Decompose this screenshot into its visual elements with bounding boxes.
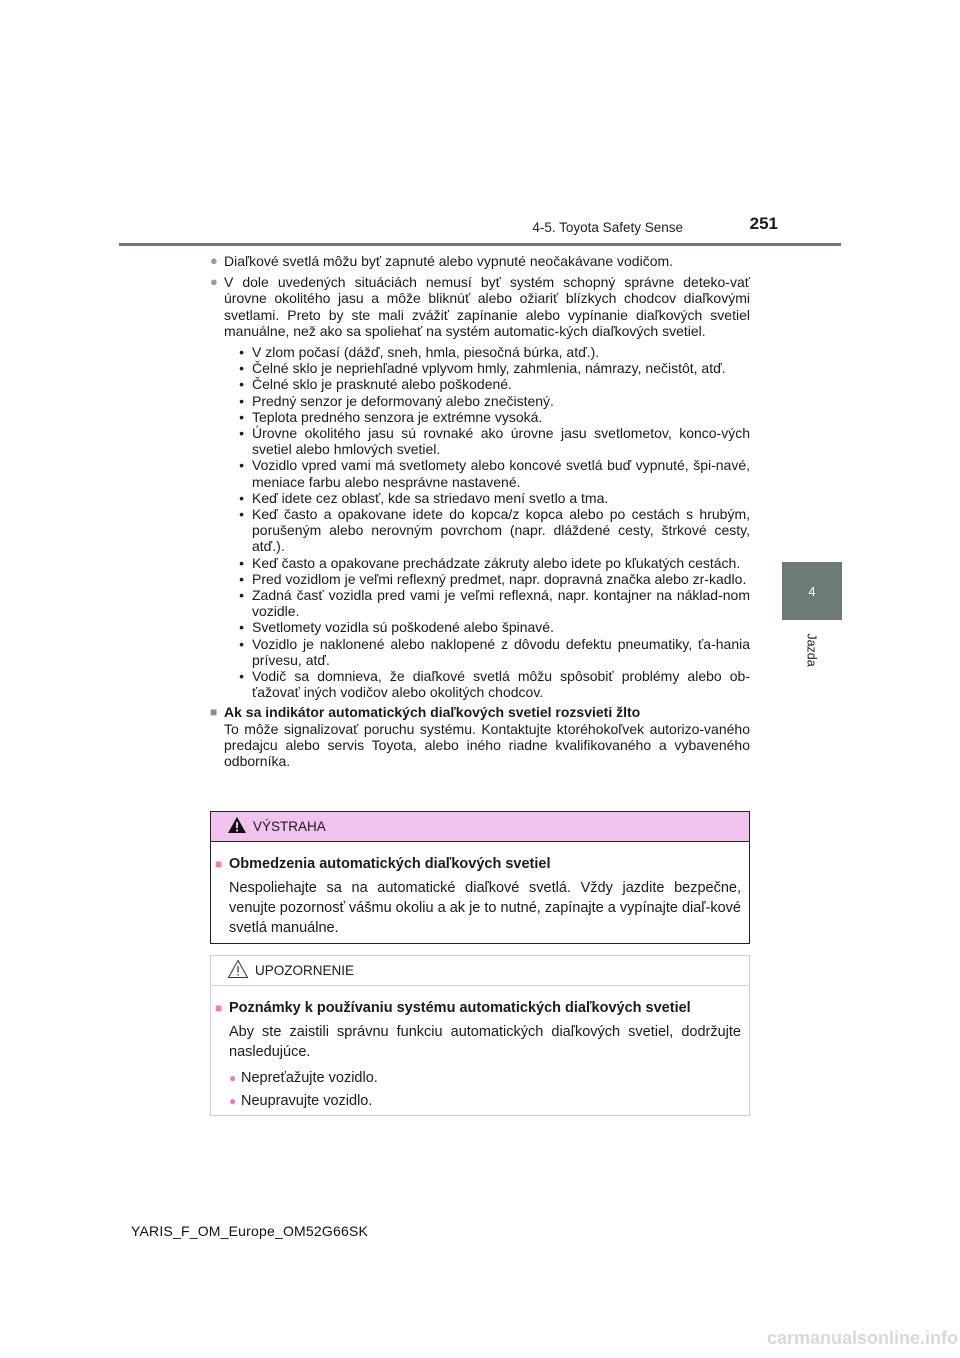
chapter-label-container <box>782 620 842 680</box>
header-section-title: 4-5. Toyota Safety Sense <box>532 220 683 235</box>
paragraph-high-beam-note <box>210 253 750 269</box>
list-item: • Predný senzor je deformovaný alebo znečistený. <box>239 392 554 409</box>
warning-subheading-text: Obmedzenia automatických diaľkových svetiel <box>229 856 551 872</box>
warning-subheading <box>215 854 741 874</box>
situations-list <box>210 344 750 700</box>
chapter-number: 4 <box>808 583 816 599</box>
warning-text: Nespoliehajte sa na automatické diaľkové svetlá. Vždy jazdite bezpečne, venujte pozornosť vášmu okoliu a ak je to nutné, zapínajte a vypínajte diaľ-kové svetlá manuálne. <box>229 880 741 936</box>
circle-bullet-icon: ● <box>210 253 218 268</box>
page-number: 251 <box>749 214 778 233</box>
square-bullet-icon: ■ <box>215 857 223 871</box>
list-item: • Vozidlo je naklonené alebo naklopené z dôvodu defektu pneumatiky, ťa-hania prívesu, atď. <box>239 635 750 668</box>
list-item: • Svetlomety vozidla sú poškodené alebo špinavé. <box>239 619 554 636</box>
notice-bullet <box>229 1091 741 1111</box>
notice-text: Aby ste zaistili správnu funkciu automatických diaľkových svetiel, dodržujte nasledujúce. <box>229 1024 741 1060</box>
list-item: • Keď často a opakovane idete do kopca/z kopca alebo po cestách s hrubým, porušeným alebo nerovným povrchom (napr. dláždené cesty, štrkové cesty, atď.). <box>239 506 750 555</box>
warning-box <box>210 811 750 944</box>
caution-triangle-icon <box>227 959 249 982</box>
notice-bullet-text: Neupravujte vozidlo. <box>241 1093 373 1109</box>
warning-triangle-icon <box>227 816 247 837</box>
indicator-text: To môže signalizovať poruchu systému. Kontaktujte ktoréhokoľvek autorizo-vaného predajcu alebo servis Toyota, alebo iného riadne kvalifikovaného a vybaveného odborníka. <box>224 720 750 770</box>
paragraph-text: Diaľkové svetlá môžu byť zapnuté alebo vypnuté neočakávane vodičom. <box>224 253 674 269</box>
document-code: YARIS_F_OM_Europe_OM52G66SK <box>131 1223 369 1239</box>
square-bullet-icon: ■ <box>210 705 218 720</box>
list-item: • Zadná časť vozidla pred vami je veľmi reflexná, napr. kontajner na náklad-nom vozidle. <box>239 587 750 620</box>
list-item: • Pred vozidlom je veľmi reflexný predmet, napr. dopravná značka alebo zr-kadlo. <box>239 570 747 587</box>
notice-header <box>211 956 749 986</box>
list-item: • Čelné sklo je prasknuté alebo poškodené. <box>239 376 512 393</box>
main-content <box>210 253 750 769</box>
circle-bullet-icon: ● <box>210 274 218 290</box>
warning-header <box>211 812 749 842</box>
circle-bullet-icon: ● <box>229 1071 237 1085</box>
chapter-label: Jazda <box>804 633 819 667</box>
indicator-heading <box>210 704 750 720</box>
notice-subheading-text: Poznámky k používaniu systému automatických diaľkových svetiel <box>229 1000 691 1016</box>
notice-bullet-text: Nepreťažujte vozidlo. <box>241 1070 378 1086</box>
circle-bullet-icon: ● <box>229 1094 237 1108</box>
list-item: • Vodič sa domnieva, že diaľkové svetlá môžu spôsobiť problémy alebo ob-ťažovať iných vodičov alebo okolitých chodcov. <box>239 668 750 701</box>
watermark: carmanualsonline.info <box>766 1328 958 1348</box>
list-item: • Čelné sklo je nepriehľadné vplyvom hmly, zahmlenia, námrazy, nečistôt, atď. <box>239 360 726 377</box>
warning-title: VÝSTRAHA <box>253 819 326 834</box>
paragraph-text: V dole uvedených situáciách nemusí byť systém schopný správne deteko-vať úrovne okolitého jasu a môže bliknúť alebo ožiariť blízkych chodcov diaľkovými svetlami. Preto by ste mali zvážiť zapínanie alebo vypínanie diaľkových svetiel manuálne, než ako sa spoliehať na systém automatic-kých diaľkových svetiel. <box>224 274 750 339</box>
notice-body <box>211 986 749 1111</box>
square-bullet-icon: ■ <box>215 1001 223 1015</box>
indicator-heading-text: Ak sa indikátor automatických diaľkových svetiel rozsvieti žlto <box>224 704 641 721</box>
notice-bullet <box>229 1068 741 1088</box>
list-item: • V zlom počasí (dážď, sneh, hmla, piesočná búrka, atď.). <box>239 344 600 361</box>
list-item: • Keď často a opakovane prechádzate zákruty alebo idete po kľukatých cestách. <box>239 554 741 571</box>
chapter-tab <box>782 562 842 620</box>
list-item: • Keď idete cez oblasť, kde sa striedavo mení svetlo a tma. <box>239 489 609 506</box>
list-item: • Úrovne okolitého jasu sú rovnaké ako úrovne jasu svetlometov, konco-vých svetiel alebo hmlových svetiel. <box>239 425 750 458</box>
list-item: • Vozidlo vpred vami má svetlomety alebo koncové svetlá buď vypnuté, špi-navé, meniace farbu alebo nesprávne nastavené. <box>239 457 750 490</box>
notice-box <box>210 955 750 1116</box>
warning-body <box>211 842 749 938</box>
header-divider <box>119 243 841 246</box>
list-item: • Teplota predného senzora je extrémne vysoká. <box>239 408 543 425</box>
paragraph-situations-intro <box>210 274 750 339</box>
notice-title: UPOZORNENIE <box>255 963 355 978</box>
notice-subheading <box>215 998 741 1018</box>
